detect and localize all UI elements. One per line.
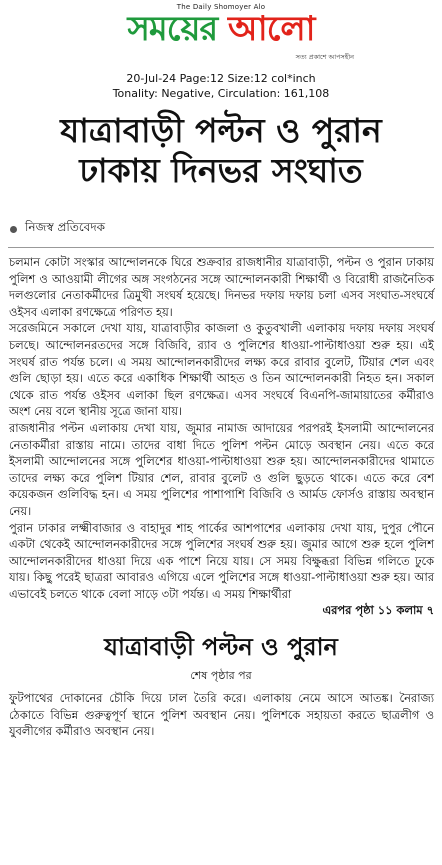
last-paragraph-row <box>9 520 434 603</box>
article-paragraph: পুরান ঢাকার লক্ষ্মীবাজার ও বাহাদুর শাহ পার্কের আশপাশের এলাকায় দেখা যায়, দুপুর পৌনে একটা থেকেই আন্দোলনকারীদের সঙ্গে পুলিশের সংঘর্ষ শুরু হয়। জুমার আগে শুরু হলে পুলিশ আন্দোলনকারীদের ধাওয়া দিয়ে এক পাশে নিয়ে যায়। সে সময় বিক্ষুব্ধরা বিভিন্ন গলিতে ঢুকে যায়। কিছু পরেই ছাত্ররা আবারও এগিয়ে এলে পুলিশের সঙ্গে ধাওয়া-পাল্টাধাওয়া শুরু হয়। আর এভাবেই চলতে থাকে বেলা সাড়ে ৩টা পর্যন্ত। এ সময় শিক্ষার্থীরা <box>9 520 434 601</box>
meta-line-1: 20-Jul-24 Page:12 Size:12 col*inch <box>126 72 316 85</box>
byline-text: নিজস্ব প্রতিবেদক <box>25 220 106 234</box>
article-body <box>0 248 442 619</box>
article-paragraph: চলমান কোটা সংস্কার আন্দোলনকে ঘিরে শুক্রবার রাজধানীর যাত্রাবাড়ী, পল্টন ও পুরান ঢাকায় পুলিশ ও আওয়ামী লীগের অঙ্গ সংগঠনের সঙ্গে আন্দোলনকারী শিক্ষার্থী ও বিরোধী রাজনৈতিক দলগুলোর নেতাকর্মীদের ত্রিমুখী সংঘর্ষ হয়েছে। দিনভর দফায় দফায় চলা এসব সংঘাত-সংঘর্ষে ওইসব এলাকা রণক্ষেত্রে পরিণত হয়। <box>9 255 434 319</box>
article-paragraph: সরেজমিনে সকালে দেখা যায়, যাত্রাবাড়ীর কাজলা ও কুতুবখালী এলাকায় দফায় দফায় সংঘর্ষ চলছে। আন্দোলনরতদের সঙ্গে বিজিবি, র‍্যাব ও পুলিশের ধাওয়া-পাল্টাধাওয়া শুরু হয়। এই সংঘর্ষ রাত পর্যন্ত চলে। এ সময় আন্দোলনকারীদের লক্ষ্য করে রাবার বুলেট, টিয়ার শেল এবং গুলি ছোড়া হয়। এতে করে একাধিক শিক্ষার্থী আহত ও তিন আন্দোলনকারী নিহত হন। সকাল থেকে রাত পর্যন্ত ওইসব এলাকা ছিল রণক্ষেত্র। এসব সংঘর্ষে বিএনপি-জামায়াতের কর্মীরাও অংশ নেয় বলে স্থানীয় সূত্রে জানা যায়। <box>9 321 434 419</box>
masthead <box>0 0 442 65</box>
masthead-english-name: The Daily Shomoyer Alo <box>176 3 266 11</box>
newspaper-logo <box>0 11 442 47</box>
continuation-body <box>0 686 442 740</box>
article-paragraph: রাজধানীর পল্টন এলাকায় দেখা যায়, জুমার নামাজ আদায়ের পরপরই ইসলামী আন্দোলনের নেতাকর্মীরা রাস্তায় নামে। তাদের বাধা দিতে পুলিশ পল্টন মোড়ে অবস্থান নেয়। এতে করে ইসলামী আন্দোলনের সঙ্গে পুলিশের ধাওয়া-পাল্টাধাওয়া শুরু হয়। আন্দোলনকারীদের থামাতে তাদের লক্ষ্য করে পুলিশ টিয়ার শেল, রাবার বুলেট ও গুলি ছুড়তে থাকে। এতে করে বেশ কয়েকজন গুলিবিদ্ধ হন। এ সময় পুলিশের পাশাপাশি বিজিবি ও আর্মড ফোর্সও রাস্তায় অবস্থান নেয়। <box>9 420 434 518</box>
clipping-meta <box>0 71 442 101</box>
headline-line-2: ঢাকায় দিনভর সংঘাত <box>79 151 363 190</box>
headline-line-1: যাত্রাবাড়ী পল্টন ও পুরান <box>60 111 382 150</box>
masthead-tagline: সত্য প্রকাশে আপসহীন <box>295 53 354 61</box>
meta-line-2: Tonality: Negative, Circulation: 161,108 <box>112 87 330 100</box>
bullet-icon <box>10 226 17 233</box>
continuation-headline: যাত্রাবাড়ী পল্টন ও পুরান <box>104 632 338 662</box>
byline <box>10 219 442 239</box>
continuation-note: এরপর পৃষ্ঠা ১১ কলাম ৭ <box>322 603 434 618</box>
article-headline <box>0 111 442 191</box>
logo-part-1: সময়ের <box>127 9 218 49</box>
continuation-paragraph: ফুটপাথের দোকানের চৌকি দিয়ে ঢাল তৈরি করে। এলাকায় নেমে আসে আতঙ্ক। নৈরাজ্য ঠেকাতে বিভিন্ন গুরুত্বপূর্ণ স্থানে পুলিশ অবস্থান নেয়। পুলিশকে সহায়তা করতে ছাত্রলীগ ও যুবলীগের কর্মীরাও অবস্থান নেয়। <box>9 691 434 739</box>
continuation-from-note: শেষ পৃষ্ঠার পর <box>190 669 252 683</box>
logo-part-2: আলো <box>228 9 315 49</box>
